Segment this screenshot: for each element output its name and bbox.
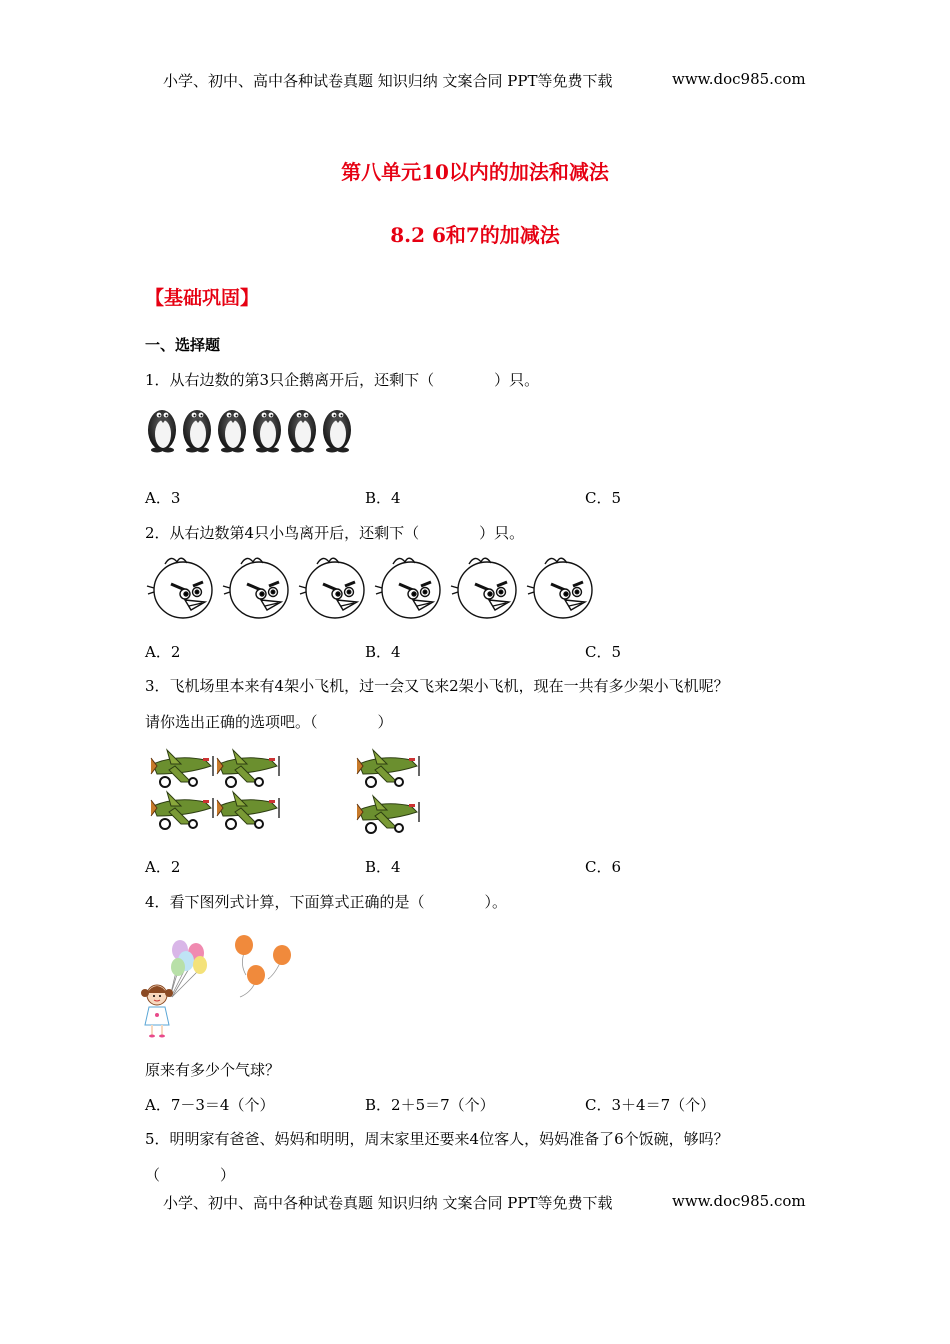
question-4-text: 4．看下图列式计算，下面算式正确的是（ ）。: [145, 893, 508, 911]
lesson-title: 8.2 6和7的加减法: [390, 223, 560, 247]
birds-image: [145, 552, 595, 624]
question-5-answer-blank[interactable]: （ ）: [145, 1166, 236, 1184]
question-2-text: 2．从右边数第4只小鸟离开后，还剩下（ ）只。: [145, 524, 525, 542]
q3-option-b[interactable]: B．4: [365, 858, 401, 876]
question-3-text: 3．飞机场里本来有4架小飞机，过一会又飞来2架小飞机，现在一共有多少架小飞机呢？: [145, 677, 729, 695]
section-label: 【基础巩固】: [145, 287, 260, 309]
q4-option-a[interactable]: A．7－3＝4（个）: [145, 1096, 275, 1114]
question-4-subtext: 原来有多少个气球？: [145, 1061, 281, 1079]
page-footer-url[interactable]: www.doc985.com: [672, 1192, 806, 1210]
q2-option-c[interactable]: C．5: [585, 643, 622, 661]
penguins-image: [145, 398, 357, 454]
girl-balloons-image: [140, 935, 300, 1040]
q2-option-b[interactable]: B．4: [365, 643, 401, 661]
question-1-text: 1．从右边数的第3只企鹅离开后，还剩下（ ）只。: [145, 371, 540, 389]
q1-option-b[interactable]: B．4: [365, 489, 401, 507]
part-label: 一、选择题: [145, 336, 221, 354]
q1-option-a[interactable]: A．3: [145, 489, 181, 507]
page-header-url[interactable]: www.doc985.com: [672, 70, 806, 88]
page-header-text: 小学、初中、高中各种试卷真题 知识归纳 文案合同 PPT等免费下载: [163, 72, 613, 90]
question-3-text-2: 请你选出正确的选项吧。（ ）: [145, 713, 393, 731]
q3-option-c[interactable]: C．6: [585, 858, 622, 876]
q4-option-c[interactable]: C．3＋4＝7（个）: [585, 1096, 716, 1114]
airplanes-image: [145, 740, 430, 838]
q4-option-b[interactable]: B．2＋5＝7（个）: [365, 1096, 495, 1114]
question-5-text: 5．明明家有爸爸、妈妈和明明，周末家里还要来4位客人，妈妈准备了6个饭碗，够吗？: [145, 1130, 729, 1148]
q3-option-a[interactable]: A．2: [145, 858, 181, 876]
page-footer-text: 小学、初中、高中各种试卷真题 知识归纳 文案合同 PPT等免费下载: [163, 1194, 613, 1212]
q1-option-c[interactable]: C．5: [585, 489, 622, 507]
q2-option-a[interactable]: A．2: [145, 643, 181, 661]
unit-title: 第八单元10以内的加法和减法: [341, 160, 609, 184]
